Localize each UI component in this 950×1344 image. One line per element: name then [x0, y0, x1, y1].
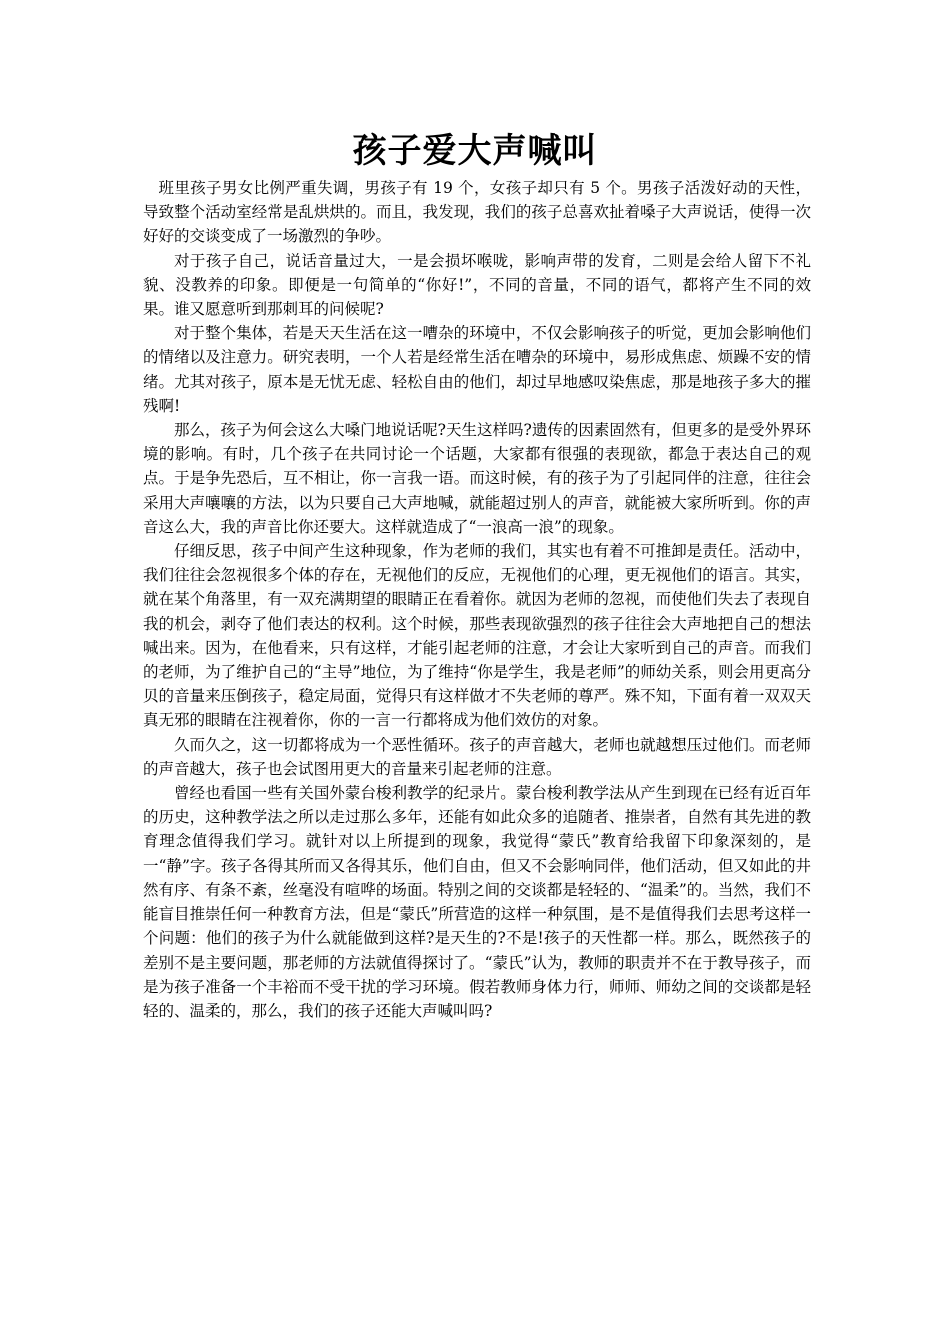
paragraph-1: 班里孩子男女比例严重失调，男孩子有 19 个，女孩子却只有 5 个。男孩子活泼好动的天性，导致整个活动室经常是乱烘烘的。而且，我发现，我们的孩子总喜欢扯着嗓子大声说话，使得一次好好的交谈变成了一场激烈的争吵。 [143, 179, 811, 246]
paragraph-6: 久而久之，这一切都将成为一个恶性循环。孩子的声音越大，老师也就越想压过他们。而老师的声音越大，孩子也会试图用更大的音量来引起老师的注意。 [143, 735, 811, 778]
paragraph-7: 曾经也看国一些有关国外蒙台梭利教学的纪录片。蒙台梭利教学法从产生到现在已经有近百年的历史，这种教学法之所以走过那么多年，还能有如此众多的追随者、推崇者，自然有其先进的教育理念值得我们学习。就针对以上所提到的现象，我觉得“蒙氏”教育给我留下印象深刻的，是一“静”字。孩子各得其所而又各得其乐，他们自由，但又不会影响同伴，他们活动，但又如此的井然有序、有条不紊，丝毫没有喧哗的场面。特别之间的交谈都是轻轻的、“温柔”的。当然，我们不能盲目推崇任何一种教育方法，但是“蒙氏”所营造的这样一种氛围，是不是值得我们去思考这样一个问题：他们的孩子为什么就能做到这样?是天生的?不是!孩子的天性都一样。那么，既然孩子的差别不是主要问题，那老师的方法就值得探讨了。“蒙氏”认为，教师的职责并不在于教导孩子，而是为孩子准备一个丰裕而不受干扰的学习环境。假若教师身体力行，师师、师幼之间的交谈都是轻轻的、温柔的，那么，我们的孩子还能大声喊叫吗? [143, 784, 811, 1020]
article-body [143, 176, 811, 1023]
paragraph-2: 对于孩子自己，说话音量过大，一是会损坏喉咙，影响声带的发育，二则是会给人留下不礼貌、没教养的印象。即便是一句简单的“你好!”，不同的音量，不同的语气，都将产生不同的效果。谁又愿意听到那刺耳的问候呢? [143, 251, 811, 319]
page-title: 孩子爱大声喊叫 [352, 131, 598, 171]
paragraph-5: 仔细反思，孩子中间产生这种现象，作为老师的我们，其实也有着不可推卸是责任。活动中，我们往往会忽视很多个体的存在，无视他们的反应，无视他们的心理，更无视他们的语言。其实，就在某个角落里，有一双充满期望的眼睛正在看着你。就因为老师的忽视，而使他们失去了表现自我的机会，剥夺了他们表达的权利。这个时候，那些表现欲强烈的孩子往往会大声地把自己的想法喊出来。因为，在他看来，只有这样，才能引起老师的注意，才会让大家听到自己的声音。而我们的老师，为了维护自己的“主导”地位，为了维持“你是学生，我是老师”的师幼关系，则会用更高分贝的音量来压倒孩子，稳定局面，觉得只有这样做才不失老师的尊严。殊不知，下面有着一双双天真无邪的眼睛在注视着你，你的一言一行都将成为他们效仿的对象。 [143, 542, 811, 730]
paragraph-3: 对于整个集体，若是天天生活在这一嘈杂的环境中，不仅会影响孩子的听觉，更加会影响他们的情绪以及注意力。研究表明，一个人若是经常生活在嘈杂的环境中，易形成焦虑、烦躁不安的情绪。尤其对孩子，原本是无忧无虑、轻松自由的他们，却过早地感叹染焦虑，那是地孩子多大的摧残啊! [143, 324, 811, 415]
paragraph-4: 那么，孩子为何会这么大嗓门地说话呢?天生这样吗?遗传的因素固然有，但更多的是受外界环境的影响。有时，几个孩子在共同讨论一个话题，大家都有很强的表现欲，都急于表达自己的观点。于是争先恐后，互不相让，你一言我一语。而这时候，有的孩子为了引起同伴的注意，往往会采用大声嚷嚷的方法，以为只要自己大声地喊，就能超过别人的声音，就能被大家所听到。你的声音这么大，我的声音比你还要大。这样就造成了“一浪高一浪”的现象。 [143, 421, 811, 536]
